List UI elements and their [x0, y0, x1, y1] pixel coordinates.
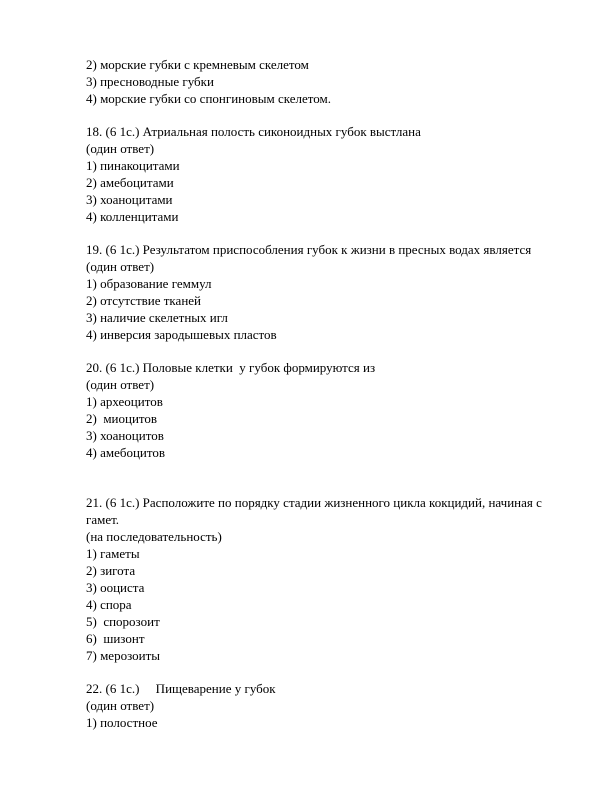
option-line: 1) археоцитов — [86, 394, 163, 409]
option-line: 4) колленцитами — [86, 209, 179, 224]
option-line: 2) миоцитов — [86, 411, 158, 426]
answer-type: (один ответ) — [86, 698, 155, 713]
option-line: 1) образование геммул — [86, 276, 212, 291]
question-title-continued: гамет. — [86, 512, 120, 527]
option-line: 3) ооциста — [86, 580, 145, 595]
answer-type: (один ответ) — [86, 259, 155, 274]
option-line: 1) пинакоцитами — [86, 158, 180, 173]
option-line: 3) пресноводные губки — [86, 74, 214, 89]
option-line: 4) амебоцитов — [86, 445, 166, 460]
question-title: 18. (6 1с.) Атриальная полость сиконоидных губок выстлана — [86, 124, 421, 139]
question-title: 22. (6 1с.) Пищеварение у губок — [86, 681, 276, 696]
question-title: 19. (6 1с.) Результатом приспособления губок к жизни в пресных водах является — [86, 242, 532, 257]
option-line: 3) наличие скелетных игл — [86, 310, 228, 325]
document-page — [86, 56, 586, 747]
question-19 — [86, 241, 586, 343]
question-22 — [86, 680, 586, 731]
question-20 — [86, 359, 586, 461]
question-17-tail — [86, 56, 586, 107]
option-line: 3) хоаноцитов — [86, 428, 164, 443]
option-line: 1) полостное — [86, 715, 158, 730]
answer-type: (на последовательность) — [86, 529, 222, 544]
option-line: 4) морские губки со спонгиновым скелетом. — [86, 91, 331, 106]
option-line: 6) шизонт — [86, 631, 145, 646]
option-line: 5) спорозоит — [86, 614, 160, 629]
question-18 — [86, 123, 586, 225]
option-line: 4) спора — [86, 597, 132, 612]
option-line: 2) зигота — [86, 563, 136, 578]
option-line: 4) инверсия зародышевых пластов — [86, 327, 277, 342]
question-title: 21. (6 1с.) Расположите по порядку стадии жизненного цикла кокцидий, начиная с — [86, 495, 542, 510]
question-title: 20. (6 1с.) Половые клетки у губок формируются из — [86, 360, 376, 375]
option-line: 3) хоаноцитами — [86, 192, 173, 207]
option-line: 7) мерозоиты — [86, 648, 161, 663]
answer-type: (один ответ) — [86, 141, 155, 156]
option-line: 1) гаметы — [86, 546, 140, 561]
question-21 — [86, 494, 586, 664]
answer-type: (один ответ) — [86, 377, 155, 392]
option-line: 2) отсутствие тканей — [86, 293, 202, 308]
option-line: 2) амебоцитами — [86, 175, 174, 190]
option-line: 2) морские губки с кремневым скелетом — [86, 57, 309, 72]
